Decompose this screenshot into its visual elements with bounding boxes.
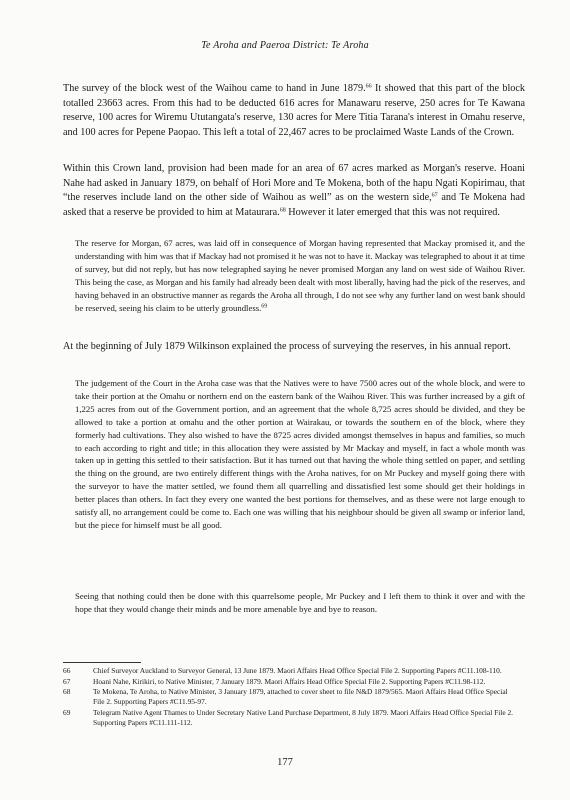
paragraph-text: Within this Crown land, provision had been made for an area of 67 acres marked as Morgan's reserve. Hoani Nahe had asked in January 1879, on behalf of Hori More and Te Mokena, both of the hapu Ngati Kopirimau, that “the reserves include land on the other side of Waihou as well” as on the western side, <box>63 163 525 204</box>
footnote-ref[interactable]: 68 <box>279 207 286 214</box>
page-number: 177 <box>277 757 293 768</box>
footnote-number: 67 <box>63 676 71 686</box>
footnotes <box>63 666 518 729</box>
paragraph-text: At the beginning of July 1879 Wilkinson explained the process of surveying the reserves, in his annual report. <box>63 341 511 352</box>
body-paragraph-2 <box>63 162 525 220</box>
footnote-ref[interactable]: 66 <box>365 83 372 90</box>
paragraph-text: It showed that this part of the block totalled 23663 acres. From this had to be deducted 616 acres for Manawaru reserve, 250 acres for Te Kawana reserve, 100 acres for Wiremu Ututangata's reserve, 130 acres for Mere Titia Tarana's interest in Omahu reserve, and 100 acres for Pepene Paopao. This left a total of 22,467 acres to be proclaimed Waste Lands of the Crown. <box>63 83 525 138</box>
footnote <box>63 687 518 707</box>
footnote <box>63 708 518 728</box>
footnote <box>63 666 518 676</box>
paragraph-text: However it later emerged that this was not required. <box>285 206 500 218</box>
footnote-number: 68 <box>63 687 71 697</box>
block-quote-1 <box>63 237 525 314</box>
body-paragraph-3 <box>63 340 525 355</box>
block-quote-2 <box>63 377 525 532</box>
footnote <box>63 677 518 687</box>
footnote-ref[interactable]: 69 <box>261 303 268 310</box>
footnote-text: Telegram Native Agent Thames to Under Secretary Native Land Purchase Department, 8 July 1879. Maori Affairs Head Office Special File 2. Supporting Papers #C11.111-112. <box>93 707 514 727</box>
quote-text: The reserve for Morgan, 67 acres, was laid off in consequence of Morgan having represented that Mackay promised it, and the understanding with him was that if Mackay had not promised it he was not to have it. Mackay was telegraphed to about it at time of survey, but did not reply, but has now telegraphed saying he never promised Morgan any land on west side of Waihou River. This being the case, as Morgan and his family had already been dealt with most liberally, having had the pick of the reserves, and having behaved in an obstructive manner as regards the Aroha all through, I do not see why any further land on west bank should be reserved, seeing his claim to be utterly groundless. <box>75 238 525 313</box>
paragraph-text: and Te Mokena had asked that a reserve be provided to him at Mataurara. <box>63 192 525 218</box>
quote-text: Seeing that nothing could then be done with this quarrelsome people, Mr Puckey and I left them to think it over and with the hope that they would change their minds and be more amenable bye and bye to reason. <box>75 591 525 614</box>
footnote-text: Chief Surveyor Auckland to Surveyor General, 13 June 1879. Maori Affairs Head Office Special File 2. Supporting Papers #C11.108-110. <box>93 666 502 675</box>
footnote-number: 66 <box>63 666 71 675</box>
block-quote-3 <box>63 590 525 616</box>
footnote-divider <box>63 662 141 663</box>
footnote-number: 69 <box>63 707 71 717</box>
footnote-ref[interactable]: 67 <box>431 192 438 199</box>
footnote-text: Te Mokena, Te Aroha, to Native Minister, 3 January 1879, attached to cover sheet to file N&D 1879/565. Maori Affairs Head Office Special File 2. Supporting Papers #C11.95-97. <box>93 687 508 707</box>
footnote-text: Hoani Nahe, Kirikiri, to Native Minister, 7 January 1879. Maori Affairs Head Office Special File 2. Supporting Papers #C11.98-112. <box>93 676 486 686</box>
running-header: Te Aroha and Paeroa District: Te Aroha <box>201 40 369 51</box>
quote-text: The judgement of the Court in the Aroha case was that the Natives were to have 7500 acres out of the whole block, and were to take their portion at the Omahu or northern end on the eastern bank of the Waihou River. This was further increased by a gift of 1,225 acres from out of the Government portion, and an agreement that the whole 8,725 acres should be divided, and they be allowed to take a portion at omahu and the other portion at Wairakau, or towards the southern en of the block, where they formerly had cultivations. They also wished to have the 8725 acres divided amongst themselves in hapus and families, so much to each according to right and title; in this allocation they were assisted by Mr Mackay and myself, in fact a whole month was taken up in getting this settled to their satisfaction. But it has turned out that having the whole thing settled on paper, and settling the thing on the ground, are two entirely different things with the Aroha natives, for on Mr Puckey and myself going there with the surveyor to have the matter settled, we found them all quarrelling and dissatisfied lest some should get their holdings in better places than others. In fact they every one wanted the best portions for themselves, and as these were not large enough to satisfy all, no arrangement could be come to. Each one was willing that his neighbour should be given all swamp or inferior land, but the piece for himself must be all good. <box>75 378 525 530</box>
paragraph-text: The survey of the block west of the Waihou came to hand in June 1879. <box>63 83 366 94</box>
body-paragraph-1 <box>63 82 525 140</box>
